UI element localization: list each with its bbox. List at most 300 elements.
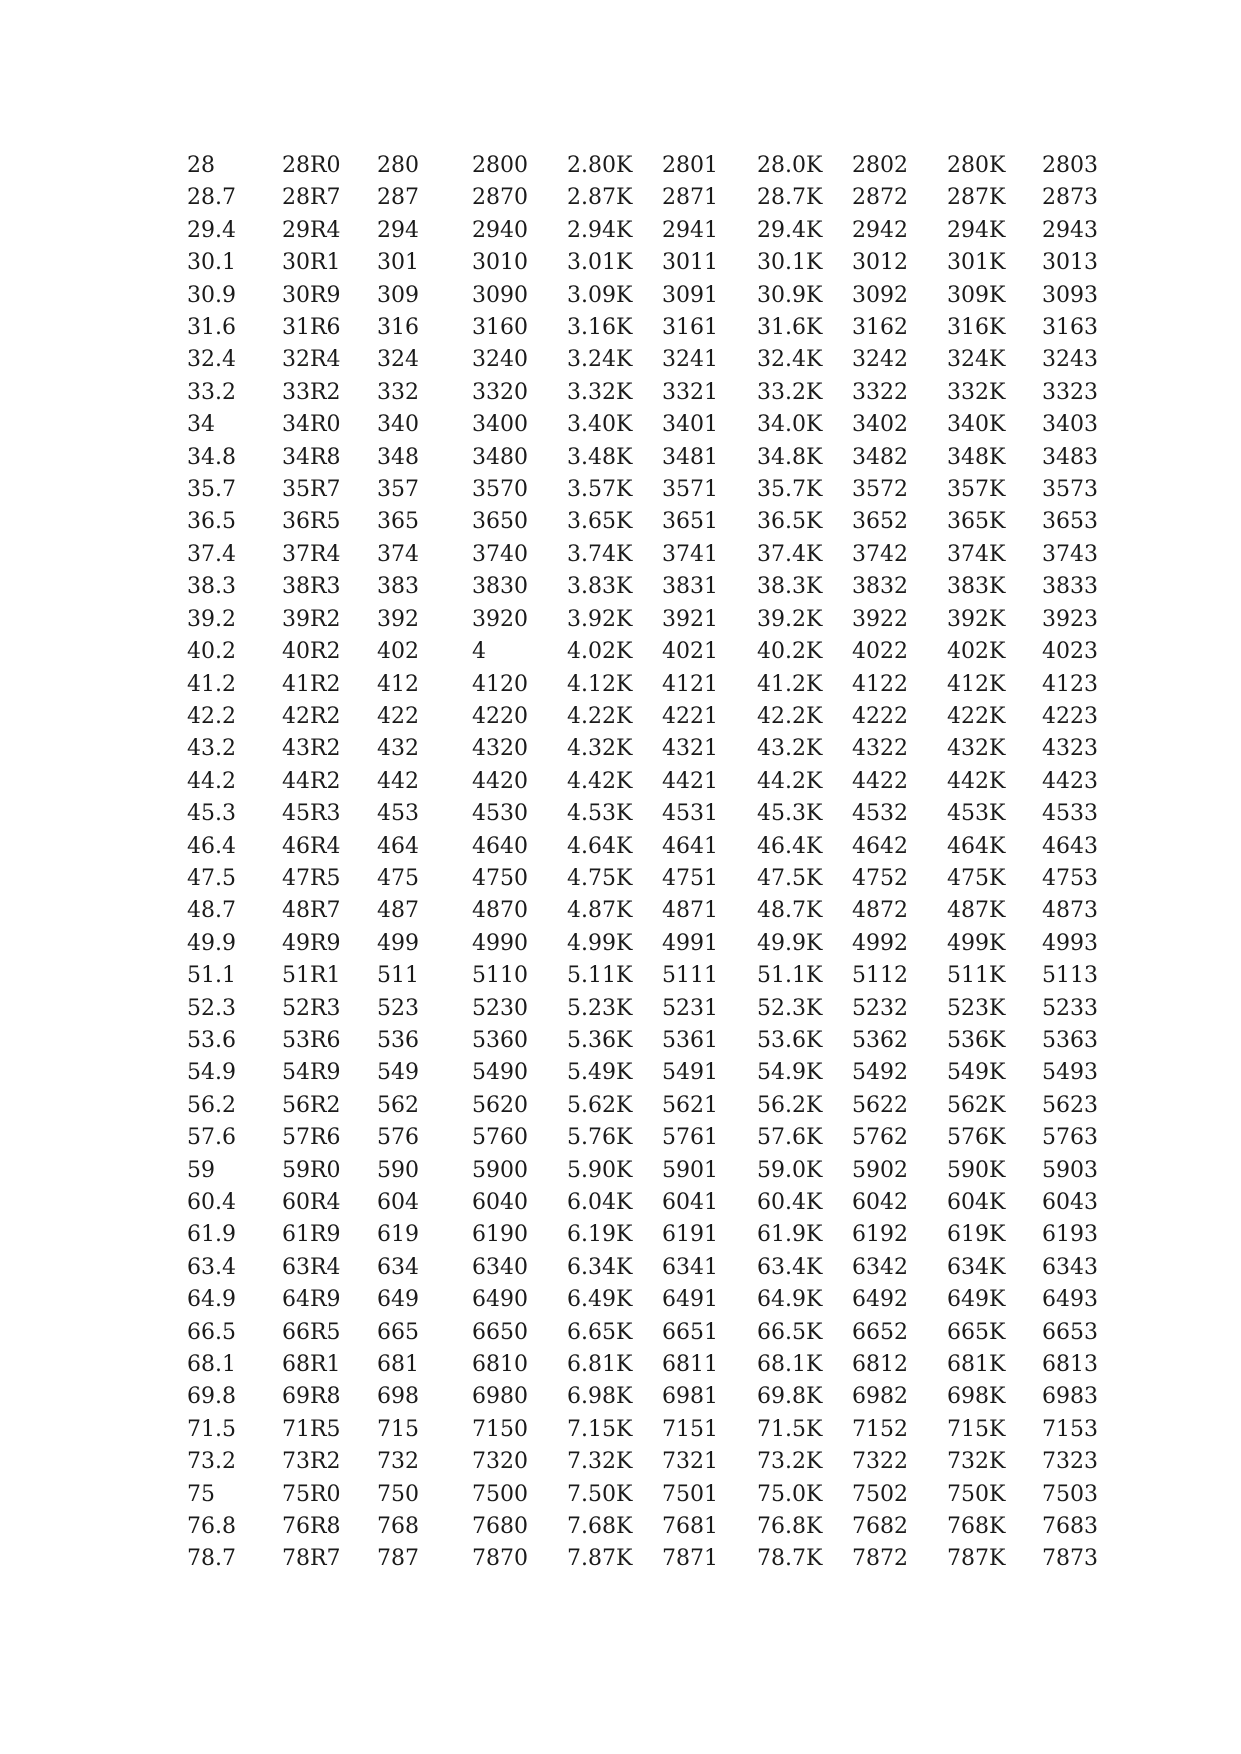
table-cell: 45.3 [187, 801, 236, 827]
table-cell: 3.01K [567, 250, 633, 276]
table-cell: 38R3 [282, 574, 341, 600]
table-cell: 34R0 [282, 412, 341, 438]
table-cell: 3651 [662, 509, 718, 535]
table-cell: 5231 [662, 995, 718, 1021]
table-cell: 3833 [1042, 574, 1098, 600]
table-cell: 4643 [1042, 833, 1098, 859]
table-cell: 66.5K [757, 1319, 823, 1345]
table-cell: 71R5 [282, 1416, 341, 1442]
table-cell: 59.0K [757, 1157, 823, 1183]
table-cell: 499K [947, 930, 1006, 956]
table-row [187, 766, 1137, 798]
table-cell: 3241 [662, 347, 718, 373]
table-cell: 412 [377, 671, 419, 697]
table-cell: 348K [947, 444, 1006, 470]
table-cell: 34 [187, 412, 215, 438]
table-cell: 4.42K [567, 768, 633, 794]
table-cell: 523K [947, 995, 1006, 1021]
table-cell: 4421 [662, 768, 718, 794]
table-cell: 4532 [852, 801, 908, 827]
table-cell: 7.32K [567, 1449, 633, 1475]
table-cell: 3163 [1042, 315, 1098, 341]
table-cell: 6651 [662, 1319, 718, 1345]
table-cell: 35.7 [187, 477, 236, 503]
table-cell: 76.8K [757, 1514, 823, 1540]
table-cell: 4322 [852, 736, 908, 762]
table-cell: 6190 [472, 1222, 528, 1248]
table-cell: 40R2 [282, 639, 341, 665]
table-cell: 4751 [662, 865, 718, 891]
table-cell: 39.2K [757, 606, 823, 632]
table-cell: 4320 [472, 736, 528, 762]
table-cell: 61.9 [187, 1222, 236, 1248]
table-cell: 69.8K [757, 1384, 823, 1410]
table-cell: 6.34K [567, 1254, 633, 1280]
table-cell: 33.2K [757, 379, 823, 405]
table-row [187, 377, 1137, 409]
table-cell: 5230 [472, 995, 528, 1021]
table-cell: 5900 [472, 1157, 528, 1183]
table-cell: 5110 [472, 963, 528, 989]
table-cell: 5762 [852, 1125, 908, 1151]
table-cell: 2872 [852, 185, 908, 211]
table-cell: 3.16K [567, 315, 633, 341]
table-cell: 294 [377, 217, 419, 243]
table-cell: 5902 [852, 1157, 908, 1183]
table-cell: 3571 [662, 477, 718, 503]
table-cell: 5112 [852, 963, 908, 989]
table-cell: 3573 [1042, 477, 1098, 503]
table-cell: 4220 [472, 703, 528, 729]
table-cell: 3242 [852, 347, 908, 373]
table-cell: 7321 [662, 1449, 718, 1475]
table-cell: 7500 [472, 1481, 528, 1507]
table-row [187, 1219, 1137, 1251]
table-cell: 442 [377, 768, 419, 794]
table-row [187, 733, 1137, 765]
table-cell: 30.9K [757, 282, 823, 308]
table-cell: 3831 [662, 574, 718, 600]
table-cell: 4420 [472, 768, 528, 794]
table-cell: 4222 [852, 703, 908, 729]
table-cell: 3090 [472, 282, 528, 308]
table-cell: 383 [377, 574, 419, 600]
table-row [187, 442, 1137, 474]
table-cell: 590 [377, 1157, 419, 1183]
table-cell: 3481 [662, 444, 718, 470]
table-cell: 6652 [852, 1319, 908, 1345]
table-cell: 46.4 [187, 833, 236, 859]
table-cell: 38.3 [187, 574, 236, 600]
table-cell: 4422 [852, 768, 908, 794]
table-cell: 7873 [1042, 1546, 1098, 1572]
table-row [187, 669, 1137, 701]
table-cell: 6342 [852, 1254, 908, 1280]
table-cell: 4753 [1042, 865, 1098, 891]
table-cell: 4.32K [567, 736, 633, 762]
table-cell: 422K [947, 703, 1006, 729]
table-cell: 32.4K [757, 347, 823, 373]
table-cell: 4533 [1042, 801, 1098, 827]
table-cell: 4 [472, 639, 486, 665]
table-cell: 3.57K [567, 477, 633, 503]
table-row [187, 993, 1137, 1025]
table-cell: 619K [947, 1222, 1006, 1248]
table-cell: 7150 [472, 1416, 528, 1442]
table-cell: 7680 [472, 1514, 528, 1540]
table-cell: 432 [377, 736, 419, 762]
table-cell: 3.83K [567, 574, 633, 600]
table-cell: 53R6 [282, 1027, 341, 1053]
table-cell: 732 [377, 1449, 419, 1475]
table-cell: 7682 [852, 1514, 908, 1540]
table-cell: 6982 [852, 1384, 908, 1410]
table-cell: 4.75K [567, 865, 633, 891]
table-cell: 4120 [472, 671, 528, 697]
table-cell: 64.9 [187, 1287, 236, 1313]
table-cell: 5363 [1042, 1027, 1098, 1053]
table-cell: 3322 [852, 379, 908, 405]
table-cell: 562 [377, 1092, 419, 1118]
table-cell: 3161 [662, 315, 718, 341]
table-cell: 7322 [852, 1449, 908, 1475]
table-cell: 57R6 [282, 1125, 341, 1151]
table-cell: 4.87K [567, 898, 633, 924]
table-cell: 7152 [852, 1416, 908, 1442]
table-cell: 3162 [852, 315, 908, 341]
table-cell: 3653 [1042, 509, 1098, 535]
table-cell: 6343 [1042, 1254, 1098, 1280]
table-row [187, 1511, 1137, 1543]
table-cell: 4223 [1042, 703, 1098, 729]
table-cell: 3830 [472, 574, 528, 600]
table-cell: 4872 [852, 898, 908, 924]
table-cell: 287K [947, 185, 1006, 211]
table-cell: 63.4K [757, 1254, 823, 1280]
table-cell: 5361 [662, 1027, 718, 1053]
table-cell: 3093 [1042, 282, 1098, 308]
table-cell: 2871 [662, 185, 718, 211]
table-cell: 4991 [662, 930, 718, 956]
table-cell: 3.09K [567, 282, 633, 308]
table-cell: 3400 [472, 412, 528, 438]
table-row [187, 280, 1137, 312]
table-cell: 4.22K [567, 703, 633, 729]
table-cell: 4873 [1042, 898, 1098, 924]
resistor-value-table [187, 150, 1137, 1576]
table-cell: 768 [377, 1514, 419, 1540]
table-cell: 750K [947, 1481, 1006, 1507]
table-cell: 365K [947, 509, 1006, 535]
table-cell: 3743 [1042, 541, 1098, 567]
table-cell: 6812 [852, 1352, 908, 1378]
table-cell: 39.2 [187, 606, 236, 632]
table-cell: 340K [947, 412, 1006, 438]
table-cell: 4531 [662, 801, 718, 827]
table-row [187, 863, 1137, 895]
table-cell: 51.1K [757, 963, 823, 989]
table-cell: 5620 [472, 1092, 528, 1118]
table-cell: 47.5 [187, 865, 236, 891]
table-cell: 665K [947, 1319, 1006, 1345]
table-cell: 36.5 [187, 509, 236, 535]
table-row [187, 182, 1137, 214]
table-cell: 768K [947, 1514, 1006, 1540]
table-cell: 49.9 [187, 930, 236, 956]
table-row [187, 150, 1137, 182]
table-cell: 2870 [472, 185, 528, 211]
table-cell: 392 [377, 606, 419, 632]
table-cell: 4990 [472, 930, 528, 956]
table-cell: 29.4 [187, 217, 236, 243]
table-cell: 41.2K [757, 671, 823, 697]
table-cell: 5492 [852, 1060, 908, 1086]
table-cell: 324 [377, 347, 419, 373]
table-cell: 523 [377, 995, 419, 1021]
table-cell: 634K [947, 1254, 1006, 1280]
table-row [187, 960, 1137, 992]
table-cell: 3403 [1042, 412, 1098, 438]
table-row [187, 312, 1137, 344]
table-cell: 3012 [852, 250, 908, 276]
table-cell: 4.64K [567, 833, 633, 859]
table-cell: 392K [947, 606, 1006, 632]
table-cell: 681 [377, 1352, 419, 1378]
table-cell: 34.8 [187, 444, 236, 470]
table-cell: 5493 [1042, 1060, 1098, 1086]
table-cell: 32.4 [187, 347, 236, 373]
table-cell: 3480 [472, 444, 528, 470]
table-cell: 5113 [1042, 963, 1098, 989]
table-cell: 28.7K [757, 185, 823, 211]
table-cell: 7872 [852, 1546, 908, 1572]
table-cell: 511K [947, 963, 1006, 989]
table-row [187, 1381, 1137, 1413]
table-cell: 453K [947, 801, 1006, 827]
table-cell: 5621 [662, 1092, 718, 1118]
table-cell: 4121 [662, 671, 718, 697]
table-cell: 487K [947, 898, 1006, 924]
table-cell: 6981 [662, 1384, 718, 1410]
table-cell: 3011 [662, 250, 718, 276]
table-cell: 604K [947, 1190, 1006, 1215]
table-cell: 4530 [472, 801, 528, 827]
table-cell: 634 [377, 1254, 419, 1280]
table-cell: 5622 [852, 1092, 908, 1118]
table-cell: 63.4 [187, 1254, 236, 1280]
table-cell: 39R2 [282, 606, 341, 632]
table-cell: 576K [947, 1125, 1006, 1151]
table-cell: 301K [947, 250, 1006, 276]
table-cell: 5623 [1042, 1092, 1098, 1118]
table-cell: 3922 [852, 606, 908, 632]
table-cell: 73R2 [282, 1449, 341, 1475]
table-row [187, 1349, 1137, 1381]
table-cell: 52.3 [187, 995, 236, 1021]
table-cell: 422 [377, 703, 419, 729]
table-cell: 69R8 [282, 1384, 341, 1410]
table-cell: 4221 [662, 703, 718, 729]
table-cell: 5362 [852, 1027, 908, 1053]
table-cell: 69.8 [187, 1384, 236, 1410]
table-cell: 5.62K [567, 1092, 633, 1118]
table-cell: 56.2K [757, 1092, 823, 1118]
table-cell: 732K [947, 1449, 1006, 1475]
table-cell: 2.80K [567, 153, 633, 178]
table-cell: 3.74K [567, 541, 633, 567]
table-cell: 3321 [662, 379, 718, 405]
table-row [187, 798, 1137, 830]
table-row [187, 1155, 1137, 1187]
table-cell: 61.9K [757, 1222, 823, 1248]
table-cell: 54R9 [282, 1060, 341, 1086]
table-cell: 66R5 [282, 1319, 341, 1345]
table-cell: 5.90K [567, 1157, 633, 1183]
table-cell: 48R7 [282, 898, 341, 924]
table-cell: 32R4 [282, 347, 341, 373]
table-cell: 7.15K [567, 1416, 633, 1442]
table-row [187, 1025, 1137, 1057]
table-cell: 5490 [472, 1060, 528, 1086]
table-cell: 4.99K [567, 930, 633, 956]
table-cell: 30.1 [187, 250, 236, 276]
table-cell: 43R2 [282, 736, 341, 762]
table-cell: 4640 [472, 833, 528, 859]
table-cell: 31.6K [757, 315, 823, 341]
table-cell: 536K [947, 1027, 1006, 1053]
table-cell: 36.5K [757, 509, 823, 535]
table-cell: 6811 [662, 1352, 718, 1378]
table-cell: 6.19K [567, 1222, 633, 1248]
table-row [187, 1446, 1137, 1478]
table-cell: 619 [377, 1222, 419, 1248]
table-row [187, 247, 1137, 279]
table-cell: 51.1 [187, 963, 236, 989]
table-cell: 6983 [1042, 1384, 1098, 1410]
table-cell: 47.5K [757, 865, 823, 891]
table-cell: 6042 [852, 1190, 908, 1215]
table-cell: 60R4 [282, 1190, 341, 1215]
table-cell: 73.2 [187, 1449, 236, 1475]
table-cell: 5.49K [567, 1060, 633, 1086]
table-cell: 68.1K [757, 1352, 823, 1378]
table-cell: 3741 [662, 541, 718, 567]
table-cell: 464K [947, 833, 1006, 859]
table-cell: 6.65K [567, 1319, 633, 1345]
table-cell: 33R2 [282, 379, 341, 405]
table-cell: 412K [947, 671, 1006, 697]
table-cell: 66.5 [187, 1319, 236, 1345]
table-cell: 5760 [472, 1125, 528, 1151]
table-cell: 6653 [1042, 1319, 1098, 1345]
table-cell: 4750 [472, 865, 528, 891]
table-cell: 365 [377, 509, 419, 535]
table-cell: 7323 [1042, 1449, 1098, 1475]
table-cell: 54.9K [757, 1060, 823, 1086]
table-cell: 34.8K [757, 444, 823, 470]
table-cell: 6490 [472, 1287, 528, 1313]
table-cell: 28R7 [282, 185, 341, 211]
table-cell: 28.0K [757, 153, 823, 178]
table-cell: 3570 [472, 477, 528, 503]
table-cell: 53.6 [187, 1027, 236, 1053]
table-cell: 3.32K [567, 379, 633, 405]
table-cell: 4123 [1042, 671, 1098, 697]
table-cell: 38.3K [757, 574, 823, 600]
table-cell: 4642 [852, 833, 908, 859]
table-cell: 3482 [852, 444, 908, 470]
table-cell: 2873 [1042, 185, 1098, 211]
table-cell: 3742 [852, 541, 908, 567]
table-cell: 499 [377, 930, 419, 956]
table-cell: 287 [377, 185, 419, 211]
table-cell: 4323 [1042, 736, 1098, 762]
table-cell: 432K [947, 736, 1006, 762]
table-cell: 4.12K [567, 671, 633, 697]
table-cell: 6041 [662, 1190, 718, 1215]
table-cell: 301 [377, 250, 419, 276]
table-cell: 5111 [662, 963, 718, 989]
table-cell: 44.2 [187, 768, 236, 794]
table-cell: 75 [187, 1481, 215, 1507]
table-cell: 5761 [662, 1125, 718, 1151]
table-cell: 2.87K [567, 185, 633, 211]
table-cell: 6.49K [567, 1287, 633, 1313]
table-cell: 46R4 [282, 833, 341, 859]
table-cell: 3323 [1042, 379, 1098, 405]
table-cell: 56R2 [282, 1092, 341, 1118]
table-cell: 511 [377, 963, 419, 989]
table-cell: 3483 [1042, 444, 1098, 470]
table-cell: 6493 [1042, 1287, 1098, 1313]
table-cell: 6341 [662, 1254, 718, 1280]
table-row [187, 1252, 1137, 1284]
table-cell: 464 [377, 833, 419, 859]
table-cell: 316 [377, 315, 419, 341]
table-cell: 61R9 [282, 1222, 341, 1248]
table-cell: 4870 [472, 898, 528, 924]
table-cell: 698K [947, 1384, 1006, 1410]
table-cell: 29R4 [282, 217, 341, 243]
table-cell: 649 [377, 1287, 419, 1313]
table-cell: 71.5 [187, 1416, 236, 1442]
table-cell: 5.23K [567, 995, 633, 1021]
table-cell: 30.9 [187, 282, 236, 308]
table-cell: 42.2 [187, 703, 236, 729]
table-cell: 28R0 [282, 153, 341, 178]
table-cell: 3650 [472, 509, 528, 535]
table-cell: 604 [377, 1190, 419, 1215]
table-cell: 549 [377, 1060, 419, 1086]
table-cell: 75R0 [282, 1481, 341, 1507]
table-cell: 31.6 [187, 315, 236, 341]
table-cell: 681K [947, 1352, 1006, 1378]
table-row [187, 928, 1137, 960]
table-cell: 590K [947, 1157, 1006, 1183]
table-cell: 4993 [1042, 930, 1098, 956]
table-cell: 3091 [662, 282, 718, 308]
table-cell: 5.36K [567, 1027, 633, 1053]
table-cell: 33.2 [187, 379, 236, 405]
table-row [187, 1479, 1137, 1511]
table-cell: 7320 [472, 1449, 528, 1475]
table-cell: 309K [947, 282, 1006, 308]
table-row [187, 1284, 1137, 1316]
table-cell: 2943 [1042, 217, 1098, 243]
table-cell: 28.7 [187, 185, 236, 211]
table-cell: 3243 [1042, 347, 1098, 373]
table-cell: 3240 [472, 347, 528, 373]
